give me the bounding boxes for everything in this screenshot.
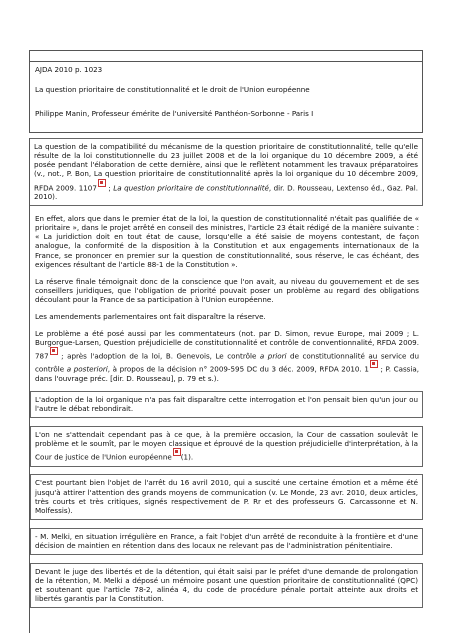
- empty-table-row: [29, 50, 423, 62]
- article-reference: AJDA 2010 p. 1023: [35, 65, 103, 74]
- external-link-icon[interactable]: [50, 347, 58, 355]
- article-author: Philippe Manin, Professeur émérite de l'université Panthéon-Sorbonne - Paris I: [35, 109, 314, 118]
- external-link-icon[interactable]: [370, 360, 378, 368]
- paragraph: La réserve finale témoignait donc de la conscience que l'on avait, au niveau du gouvernement et de ses conseillers juridiques, que l'obligation de priorité pouvait poser un problème au regard des obligations découlant pour la France de sa participation à l'Union européenne.: [35, 276, 419, 304]
- paragraph: Devant le juge des libertés et de la détention, qui était saisi par le préfet d'une demande de prolongation de la rétention, M. Melki a déposé un mémoire posant une question prioritaire de constitutionnalité (QPC) et soutenant que l'article 78-2, alinéa 4, du code de procédure pénale portait atteinte aux droits et libertés garantis par la Constitution.: [30, 563, 423, 609]
- external-link-icon[interactable]: [98, 179, 106, 187]
- article-body: [29, 138, 423, 633]
- paragraph: L'on ne s'attendait cependant pas à ce que, à la première occasion, la Cour de cassation soulevât le problème et le soumît, par le moyen classique et éprouvé de la question préjudicielle d'interprétation, à la Cour de justice de l'Union européenne (1).: [30, 426, 423, 467]
- paragraph: Les amendements parlementaires ont fait disparaître la réserve.: [35, 311, 266, 321]
- article-title: La question prioritaire de constitutionnalité et le droit de l'Union européenne: [35, 85, 310, 94]
- paragraph: C'est pourtant bien l'objet de l'arrêt du 16 avril 2010, qui a suscité une certaine émotion et a même été jusqu'à attirer l'attention des grands moyens de communication (v. Le Monde, 23 avr. 2010, deux articles, très courts et très critiques, signés respectivement de P. Rr et des professeurs G. Carcassonne et N. Molfessis).: [30, 474, 423, 520]
- paragraph: - M. Melki, en situation irrégulière en France, a fait l'objet d'un arrêté de reconduite à la frontière et d'une décision de maintien en rétention dans des locaux ne relevant pas de l'administration pénitentiaire.: [30, 528, 423, 555]
- paragraph: En effet, alors que dans le premier état de la loi, la question de constitutionnalité n'était pas qualifiée de « prioritaire », dans le projet arrêté en conseil des ministres, l'article 23 était rédigé de la manière suivante : « La juridiction doit en tout état de cause, lorsqu'elle a été saisie de moyens contestant, de façon analogue, la conformité de la disposition à la Constitution et aux engagements internationaux de la France, se prononcer en premier sur la question de constitutionnalité, sous réserve, le cas échéant, des exigences résultant de l'article 88-1 de la Constitution ».: [35, 214, 419, 269]
- paragraph: L'adoption de la loi organique n'a pas fait disparaître cette interrogation et l'on pensait bien qu'un jour ou l'autre le débat rebondirait.: [30, 391, 423, 418]
- article-header: [29, 62, 423, 133]
- paragraph: Le problème a été posé aussi par les commentateurs (not. par D. Simon, revue Europe, mai 2009 ; L. Burgorgue-Larsen, Question préjudicielle de constitutionnalité et contrôle de conventionnalité, RFDA 2009. 787 ; après l'adoption de la loi, B. Genevois, Le contrôle a priori de constitutionnalité au service du contrôle a posteriori, à propos de la décision n° 2009-595 DC du 3 déc. 2009, RFDA 2010. 1 ; P. Cassia, dans l'ouvrage préc. [dir. D. Rousseau], p. 79 et s.).: [35, 328, 420, 383]
- footnote-link[interactable]: (1).: [180, 452, 194, 462]
- paragraph: La question de la compatibilité du mécanisme de la question prioritaire de constitutionnalité, telle qu'elle résulte de la loi constitutionnelle du 23 juillet 2008 et de la loi organique du 10 décembre 2009, a été posée pendant l'élaboration de cette dernière, ainsi que le reflètent notamment les travaux préparatoires (v., not., P. Bon, La question prioritaire de constitutionnalité après la loi organique du 10 décembre 2009, RFDA 2009. 1107 ; La question prioritaire de constitutionnalité, dir. D. Rousseau, Lextenso éd., Gaz. Pal. 2010).: [30, 138, 423, 206]
- external-link-icon[interactable]: [173, 448, 181, 456]
